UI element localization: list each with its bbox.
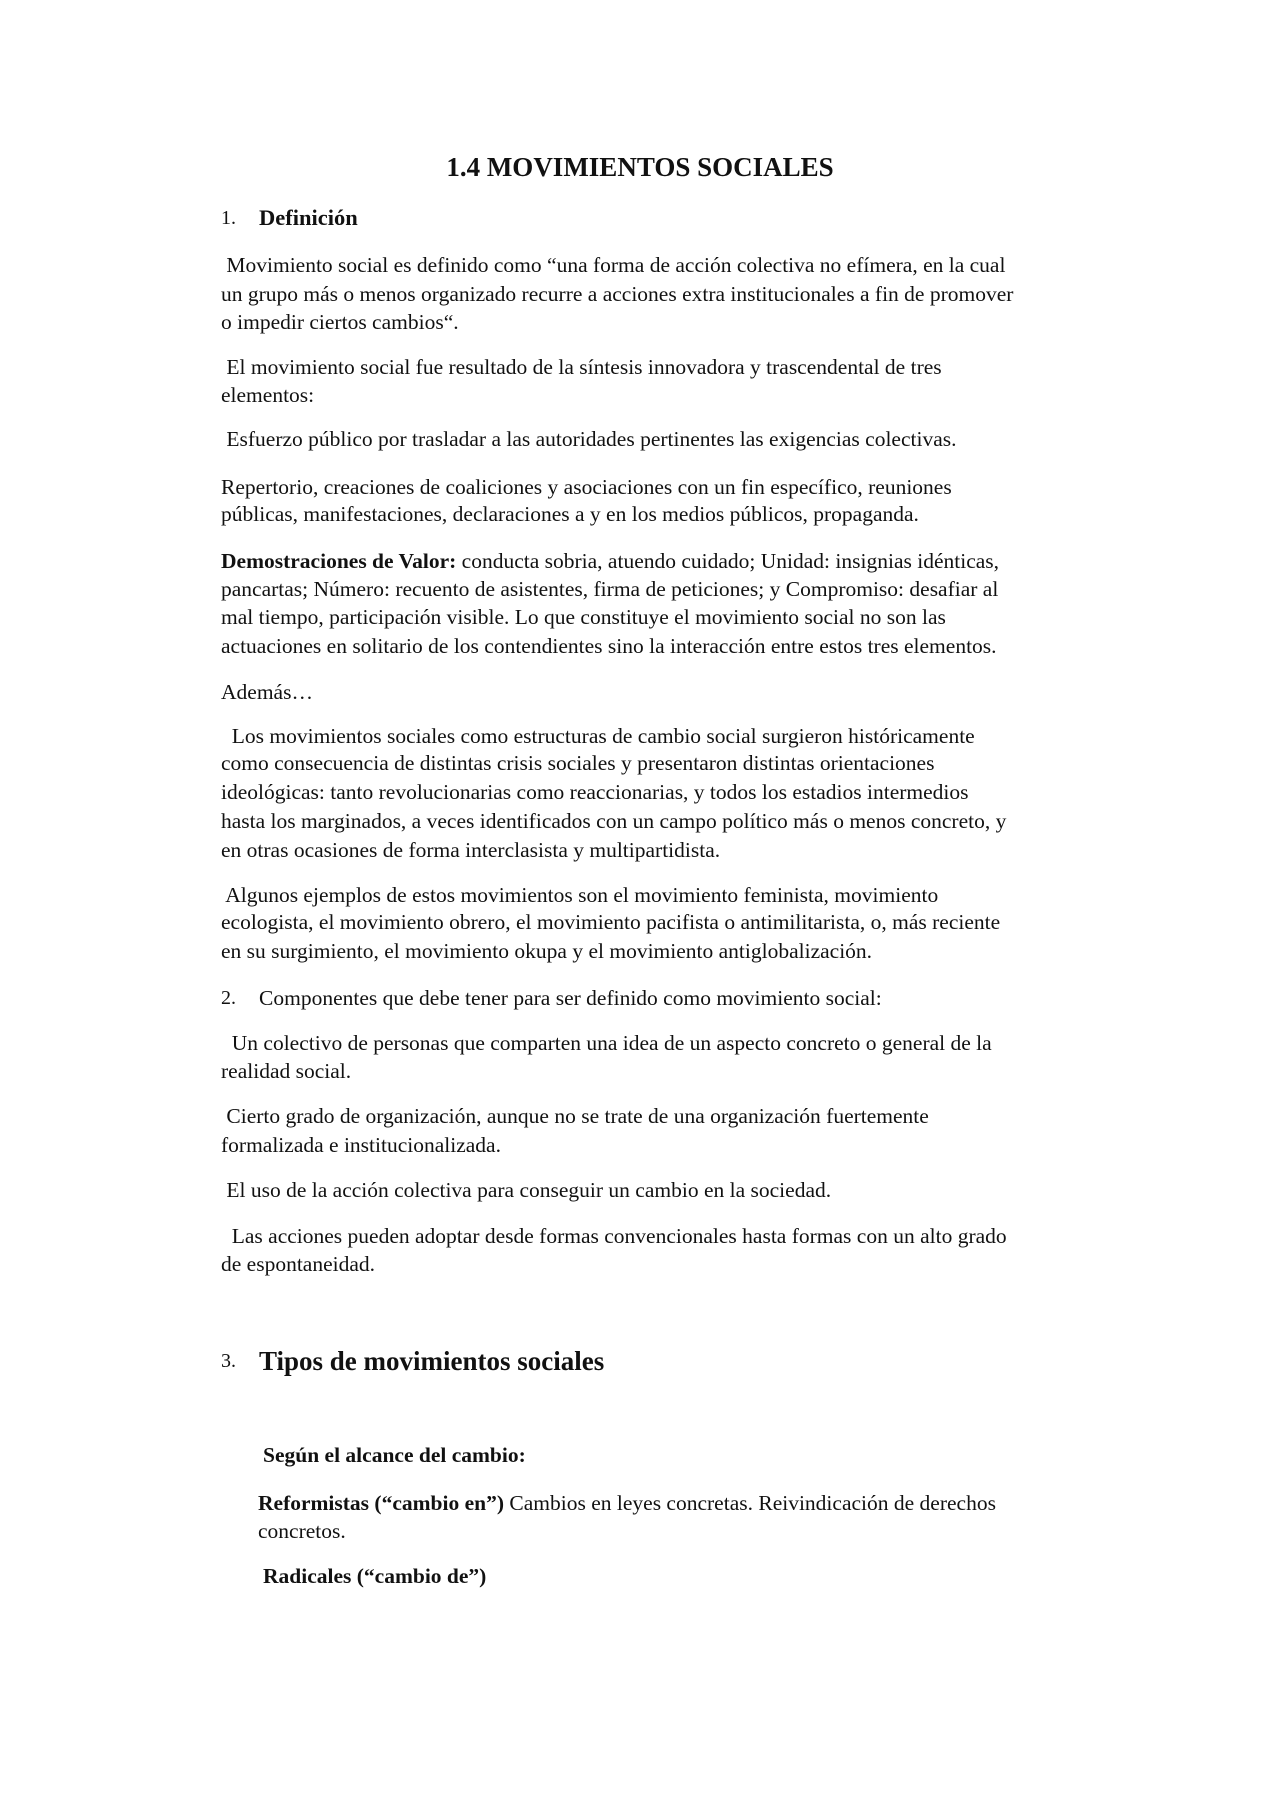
paragraph-line: o impedir ciertos cambios“. bbox=[221, 310, 459, 334]
paragraph-line: Además… bbox=[221, 680, 313, 704]
paragraph-line: Las acciones pueden adoptar desde formas convencionales hasta formas con un alto grado bbox=[221, 1224, 1007, 1248]
paragraph-line: formalizada e institucionalizada. bbox=[221, 1133, 501, 1157]
paragraph-line: ideológicas: tanto revolucionarias como reaccionarias, y todos los estadios intermedios bbox=[221, 780, 969, 804]
page-title: 1.4 MOVIMIENTOS SOCIALES bbox=[446, 152, 834, 182]
paragraph-line: como consecuencia de distintas crisis sociales y presentaron distintas orientaciones bbox=[221, 751, 935, 775]
line-text: Cambios en leyes concretas. Reivindicación de derechos bbox=[504, 1491, 996, 1515]
paragraph-line: de espontaneidad. bbox=[221, 1252, 376, 1276]
paragraph-line: Movimiento social es definido como “una forma de acción colectiva no efímera, en la cual bbox=[221, 253, 1006, 277]
paragraph-line: pancartas; Número: recuento de asistentes, firma de peticiones; y Compromiso: desafiar al bbox=[221, 577, 999, 601]
section-heading-tipos: Tipos de movimientos sociales bbox=[259, 1346, 605, 1376]
paragraph-line: actuaciones en solitario de los contendientes sino la interacción entre estos tres elementos. bbox=[221, 634, 997, 658]
paragraph-line: elementos: bbox=[221, 383, 315, 407]
paragraph-line: en su surgimiento, el movimiento okupa y el movimiento antiglobalización. bbox=[221, 939, 873, 963]
subheading: Según el alcance del cambio: bbox=[263, 1443, 526, 1467]
paragraph-line: Los movimientos sociales como estructuras de cambio social surgieron históricamente bbox=[221, 724, 975, 748]
paragraph-line: mal tiempo, participación visible. Lo que constituye el movimiento social no son las bbox=[221, 605, 946, 629]
paragraph-line: El uso de la acción colectiva para conseguir un cambio en la sociedad. bbox=[221, 1178, 832, 1202]
paragraph-line: públicas, manifestaciones, declaraciones a y en los medios públicos, propaganda. bbox=[221, 502, 919, 526]
section-number: 2. bbox=[221, 987, 236, 1009]
paragraph-line: un grupo más o menos organizado recurre a acciones extra institucionales a fin de promover bbox=[221, 282, 1014, 306]
bold-lead: Demostraciones de Valor: bbox=[221, 549, 457, 573]
section-heading-componentes: Componentes que debe tener para ser definido como movimiento social: bbox=[259, 986, 882, 1010]
section-number: 3. bbox=[221, 1350, 236, 1372]
paragraph-line: Esfuerzo público por trasladar a las autoridades pertinentes las exigencias colectivas. bbox=[221, 427, 957, 451]
paragraph-line: hasta los marginados, a veces identificados con un campo político más o menos concreto, y bbox=[221, 809, 1007, 833]
paragraph-line: en otras ocasiones de forma interclasista y multipartidista. bbox=[221, 838, 721, 862]
paragraph-line bbox=[258, 1489, 996, 1517]
paragraph-line bbox=[221, 547, 999, 575]
bold-lead: Reformistas (“cambio en”) bbox=[258, 1491, 505, 1515]
paragraph-line: El movimiento social fue resultado de la síntesis innovadora y trascendental de tres bbox=[221, 355, 942, 379]
paragraph-line: concretos. bbox=[258, 1519, 346, 1543]
paragraph-line: realidad social. bbox=[221, 1059, 352, 1083]
radicales-heading: Radicales (“cambio de”) bbox=[263, 1564, 487, 1588]
section-number: 1. bbox=[221, 207, 236, 229]
paragraph-line: Repertorio, creaciones de coaliciones y asociaciones con un fin específico, reuniones bbox=[221, 475, 952, 499]
line-text: conducta sobria, atuendo cuidado; Unidad: insignias idénticas, bbox=[456, 549, 1000, 573]
paragraph-line: Un colectivo de personas que comparten una idea de un aspecto concreto o general de la bbox=[221, 1031, 992, 1055]
paragraph-line: Algunos ejemplos de estos movimientos son el movimiento feminista, movimiento bbox=[221, 883, 939, 907]
section-heading-definicion: Definición bbox=[259, 205, 358, 230]
paragraph-line: ecologista, el movimiento obrero, el movimiento pacifista o antimilitarista, o, más reciente bbox=[221, 910, 1001, 934]
paragraph-line: Cierto grado de organización, aunque no se trate de una organización fuertemente bbox=[221, 1104, 929, 1128]
